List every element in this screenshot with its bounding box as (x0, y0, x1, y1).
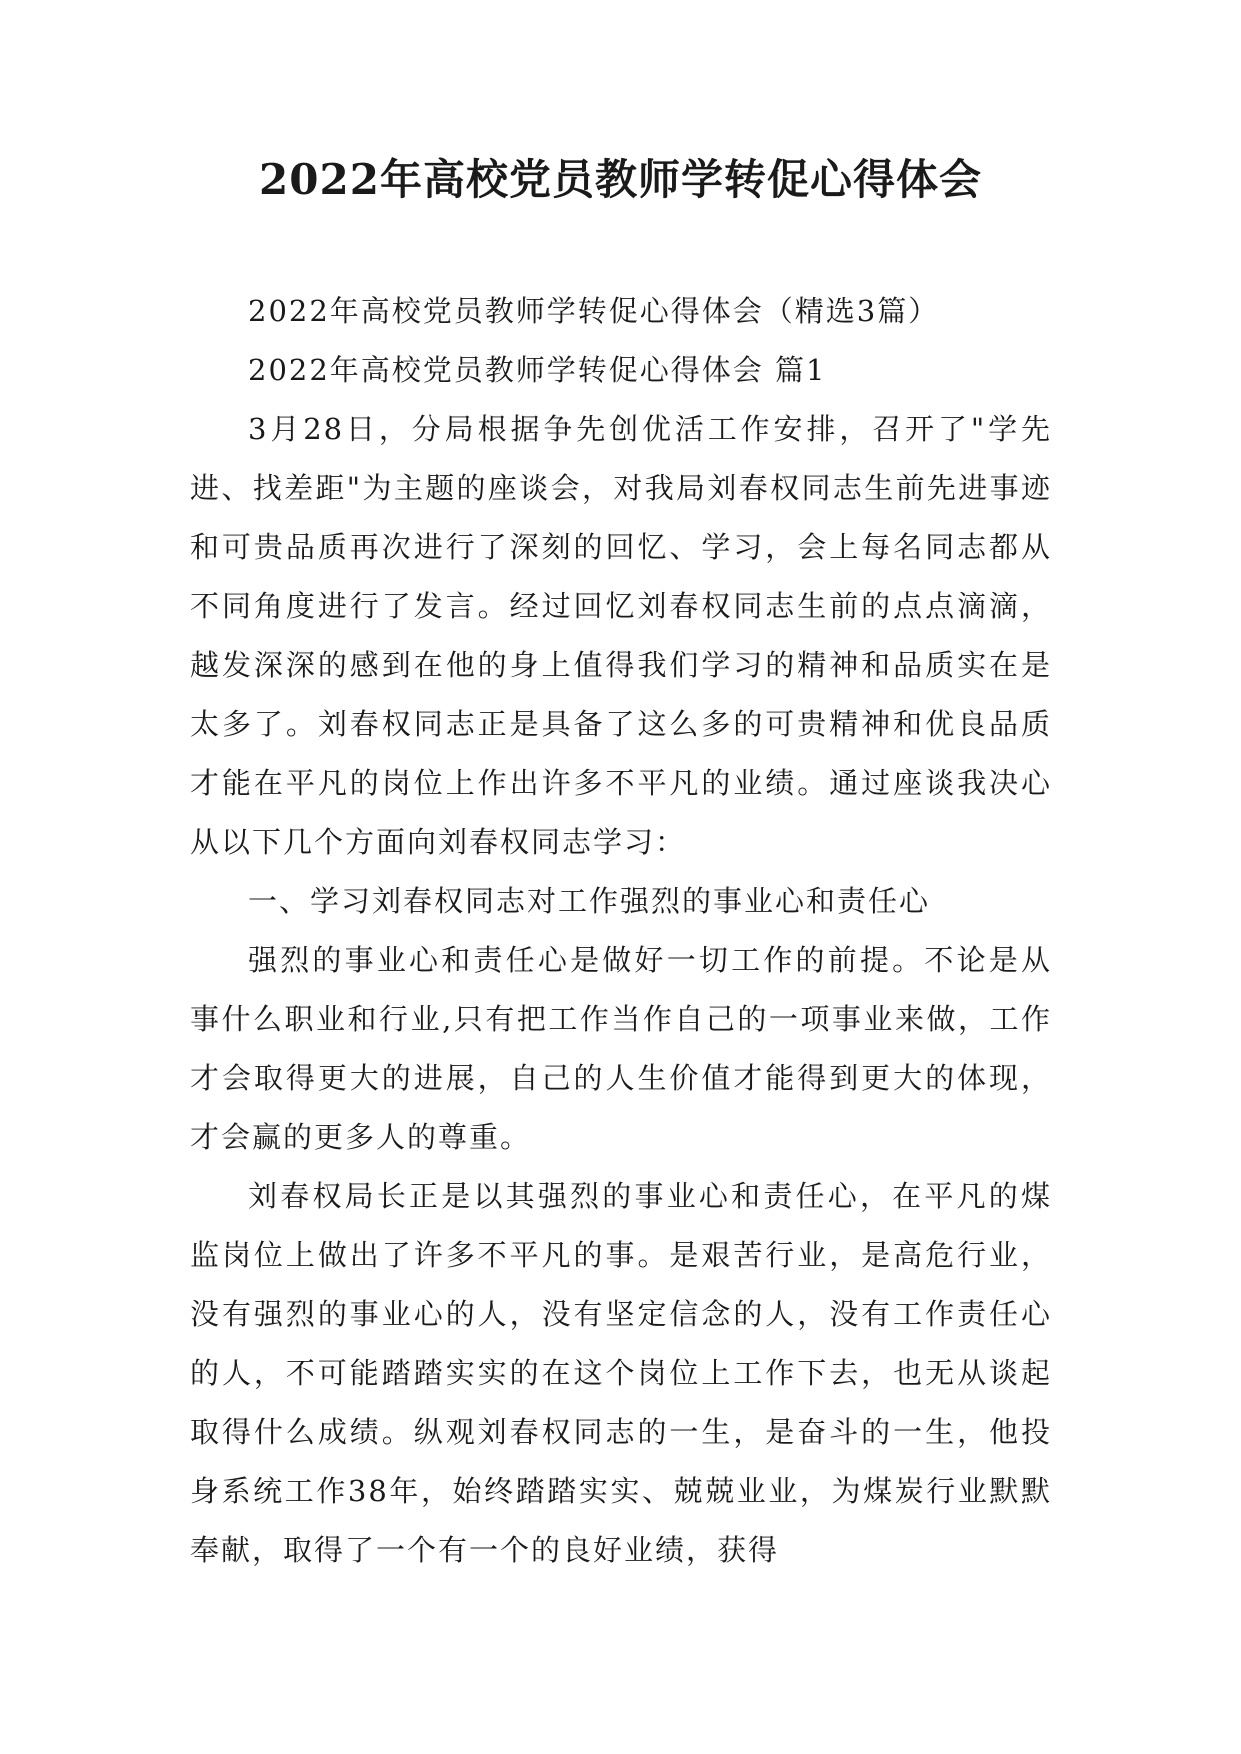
paragraph-body: 刘春权局长正是以其强烈的事业心和责任心，在平凡的煤监岗位上做出了许多不平凡的事。是艰苦行业，是高危行业，没有强烈的事业心的人，没有坚定信念的人，没有工作责任心的人，不可能踏踏实实的在这个岗位上工作下去，也无从谈起取得什么成绩。纵观刘春权同志的一生，是奋斗的一生，他投身系统工作38年，始终踏踏实实、兢兢业业，为煤炭行业默默奉献，取得了一个有一个的良好业绩，获得 (190, 1179, 1052, 1567)
paragraph-subtitle: 2022年高校党员教师学转促心得体会（精选3篇） (248, 294, 940, 328)
paragraph-intro: 3月28日，分局根据争先创优活工作安排，召开了"学先进、找差距"为主题的座谈会，对我局刘春权同志生前先进事迹和可贵品质再次进行了深刻的回忆、学习，会上每名同志都从不同角度进行了发言。经过回忆刘春权同志生前的点点滴滴，越发深深的感到在他的身上值得我们学习的精神和品质实在是太多了。刘春权同志正是具备了这么多的可贵精神和优良品质才能在平凡的岗位上作出许多不平凡的业绩。通过座谈我决心从以下几个方面向刘春权同志学习： (190, 412, 1052, 859)
paragraph-body: 强烈的事业心和责任心是做好一切工作的前提。不论是从事什么职业和行业,只有把工作当作自己的一项事业来做，工作才会取得更大的进展，自己的人生价值才能得到更大的体现，才会赢的更多人的尊重。 (190, 943, 1052, 1154)
document-body (190, 282, 1052, 1580)
paragraph-section-heading: 一、学习刘春权同志对工作强烈的事业心和责任心 (248, 884, 931, 918)
paragraph-article-heading: 2022年高校党员教师学转促心得体会 篇1 (248, 353, 827, 387)
document-title: 2022年高校党员教师学转促心得体会 (259, 155, 982, 204)
